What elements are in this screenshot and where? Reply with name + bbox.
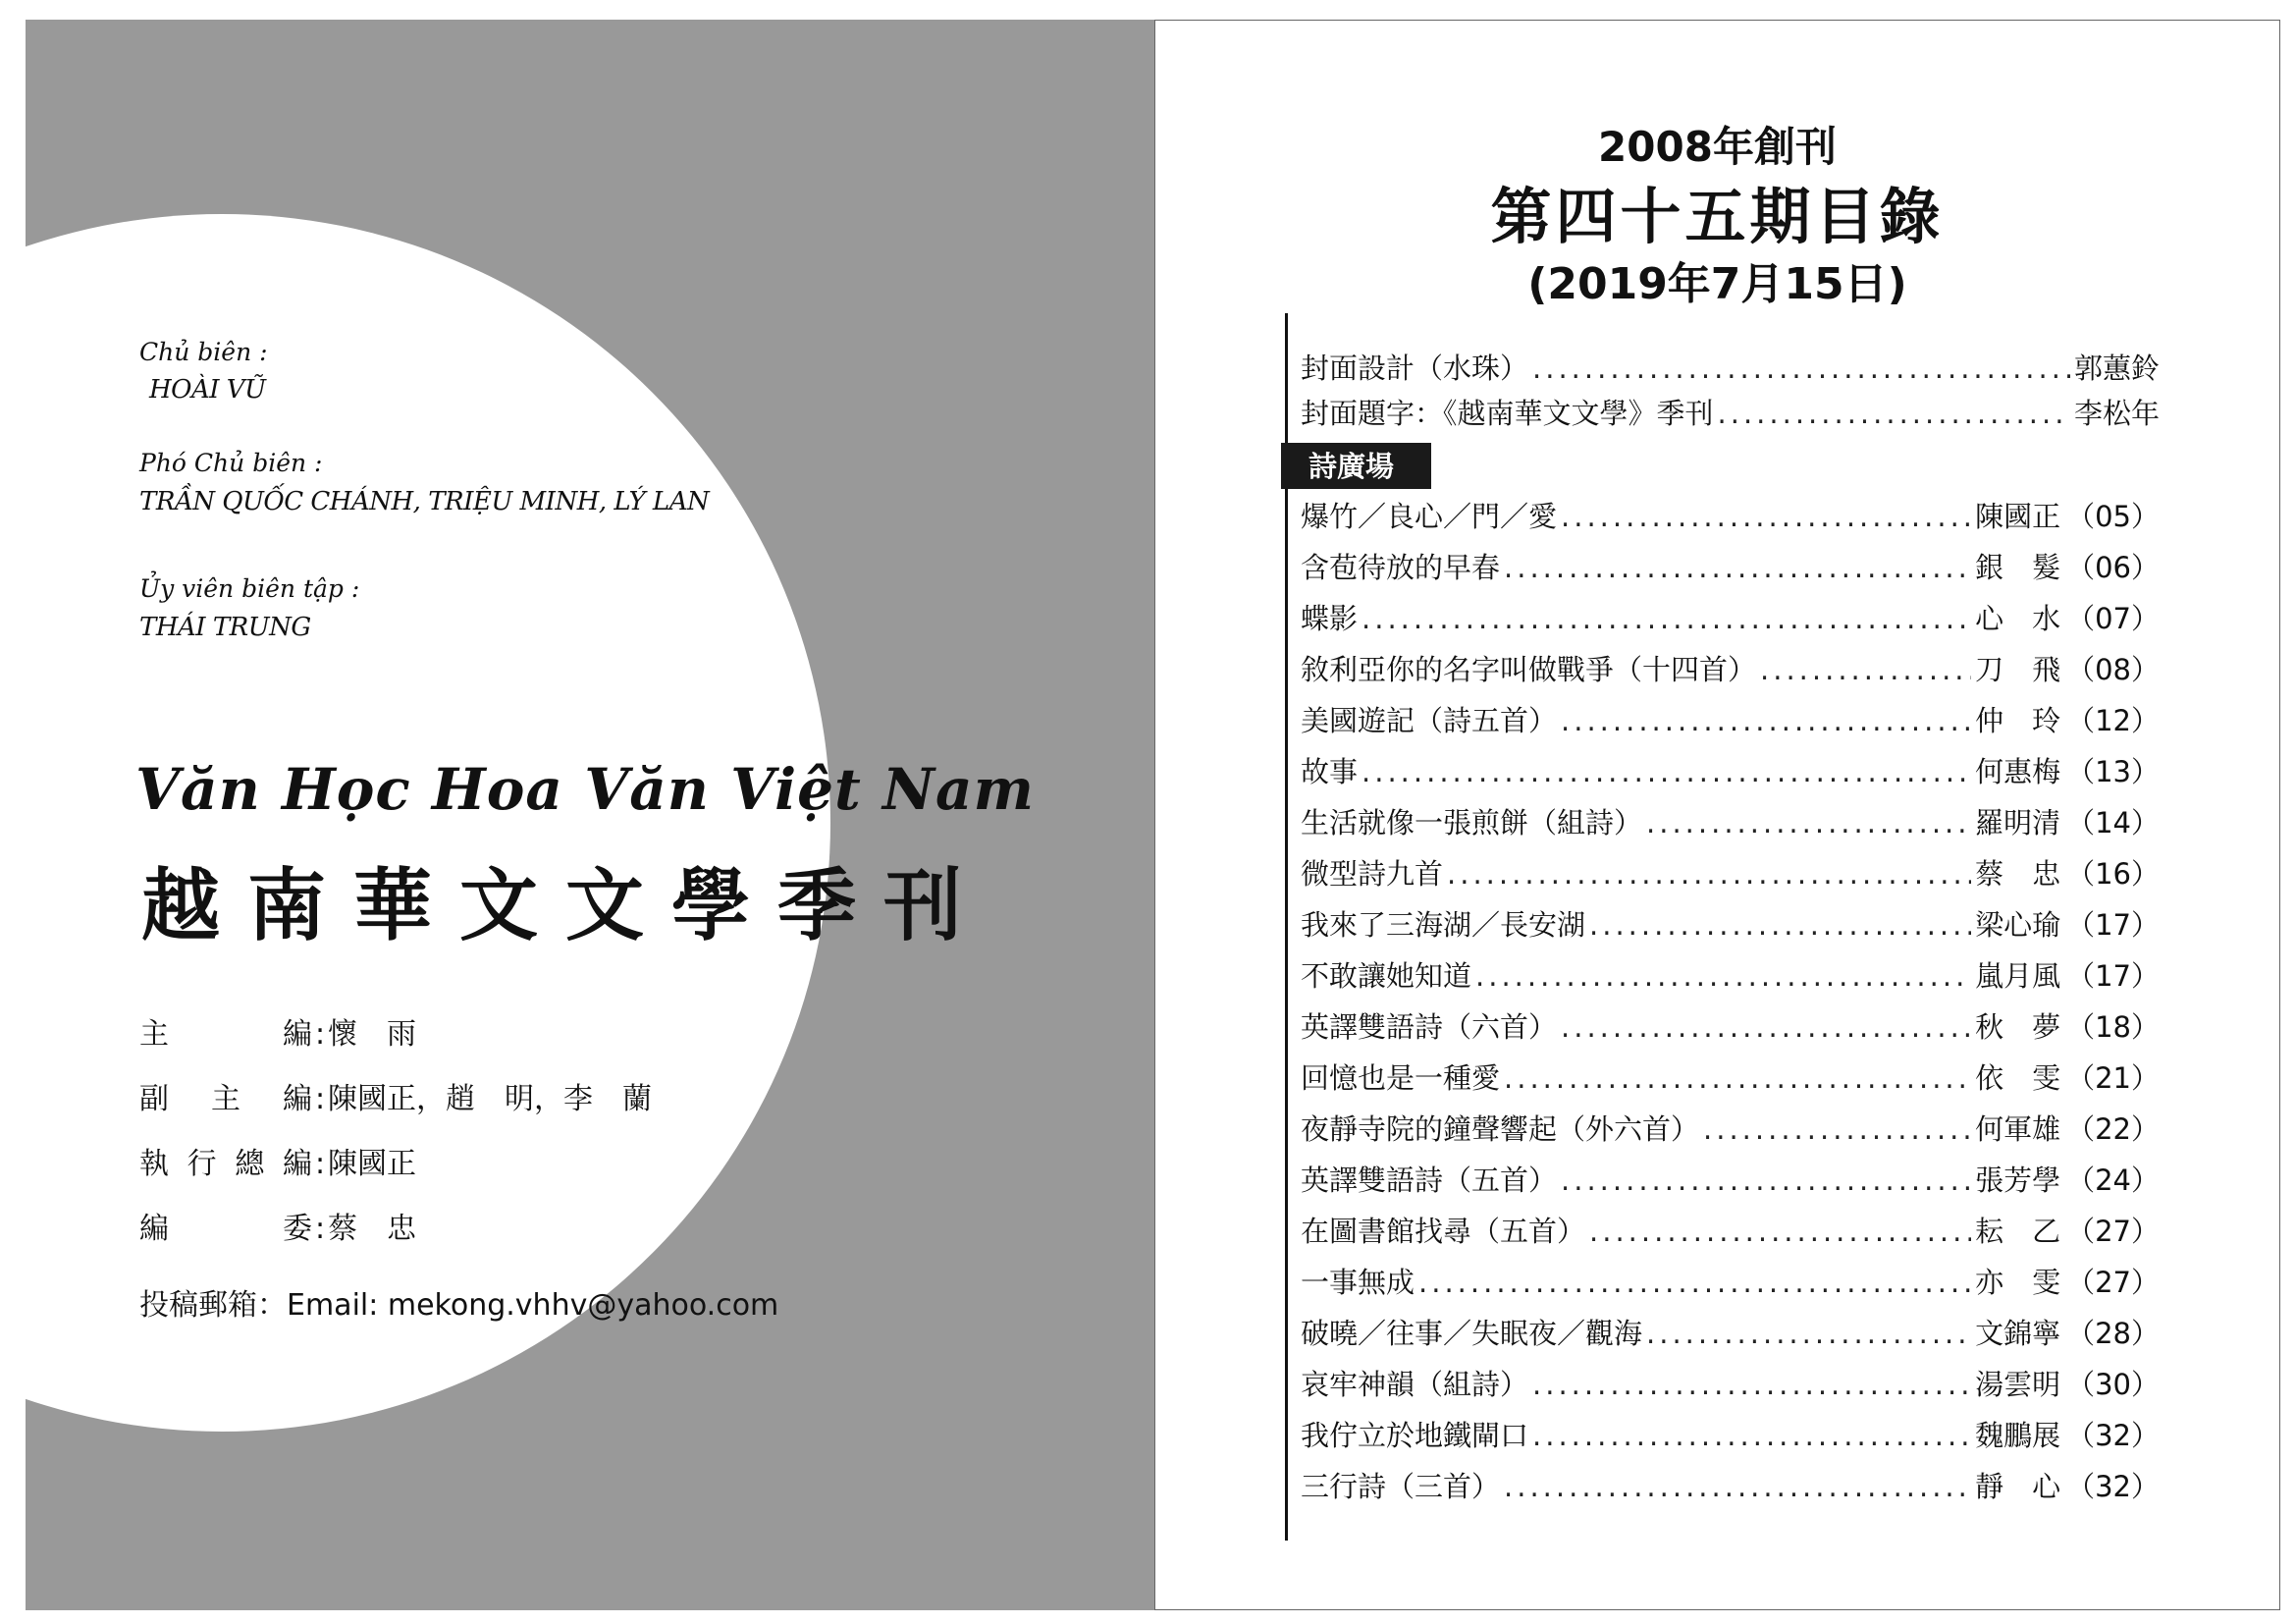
toc-title: 一事無成	[1301, 1266, 1415, 1299]
submission-email-row	[139, 1280, 778, 1324]
toc-entry	[1301, 1312, 2160, 1363]
toc-entries	[1301, 495, 2160, 1516]
staff-name: 陳國正	[328, 1147, 416, 1181]
toc-page-number: （08）	[2066, 653, 2160, 686]
toc-page-number: （28）	[2066, 1317, 2160, 1350]
toc-entry	[1301, 954, 2160, 1005]
toc-front-item-cover-design	[1301, 347, 2160, 392]
toc-entry	[1301, 1005, 2160, 1056]
toc-title: 蝶影	[1301, 602, 1359, 635]
toc-title: 破曉／往事／失眠夜／觀海	[1301, 1317, 1643, 1350]
toc-vertical-rule	[1285, 313, 1288, 1541]
founded-year: 2008年創刊	[1598, 123, 1837, 171]
toc-entry	[1301, 495, 2160, 546]
toc-page-number: （22）	[2066, 1112, 2160, 1146]
credit-label-editor: Chủ biên :	[139, 338, 268, 366]
white-circle-decoration	[26, 214, 830, 1432]
toc-entry	[1301, 597, 2160, 648]
toc-title: 三行詩（三首）	[1301, 1470, 1501, 1503]
toc-page-number: （32）	[2066, 1470, 2160, 1503]
toc-title: 英譯雙語詩（六首）	[1301, 1010, 1558, 1044]
toc-title: 故事	[1301, 755, 1359, 788]
toc-author: 銀 髮	[1975, 551, 2061, 584]
toc-page-number: （07）	[2066, 602, 2160, 635]
credit-label-editorial-member: Ủy viên biên tập :	[139, 574, 360, 603]
toc-page-number: （21）	[2066, 1061, 2160, 1095]
toc-author: 刀 飛	[1975, 653, 2061, 686]
issue-title: 第四十五期目錄	[1490, 181, 1945, 252]
toc-author: 耘 乙	[1975, 1215, 2061, 1248]
toc-entry	[1301, 648, 2160, 699]
toc-entry	[1301, 903, 2160, 954]
toc-entry	[1301, 1210, 2160, 1261]
toc-title: 我佇立於地鐵閘口	[1301, 1419, 1529, 1452]
toc-page-number: （14）	[2066, 806, 2160, 839]
toc-page-number: （32）	[2066, 1419, 2160, 1452]
toc-page-number: （13）	[2066, 755, 2160, 788]
toc-title: 哀牢神韻（組詩）	[1301, 1368, 1529, 1401]
credit-value-editorial-member: THÁI TRUNG	[139, 613, 311, 642]
section-badge-poetry-square: 詩廣場	[1281, 443, 1431, 489]
submission-label: 投稿郵箱：	[139, 1288, 287, 1323]
toc-entry	[1301, 699, 2160, 750]
toc-author: 李松年	[2073, 397, 2160, 430]
toc-title: 生活就像一張煎餅（組詩）	[1301, 806, 1643, 839]
toc-author: 湯雲明	[1975, 1368, 2061, 1401]
toc-page-number: （24）	[2066, 1164, 2160, 1197]
toc-author: 張芳學	[1975, 1164, 2061, 1197]
toc-title: 美國遊記（詩五首）	[1301, 704, 1558, 737]
toc-page-number: （27）	[2066, 1266, 2160, 1299]
staff-row-deputy-editor: 副主編:陳國正，趙 明，李 蘭	[139, 1074, 652, 1117]
toc-author: 何惠梅	[1975, 755, 2061, 788]
toc-entry	[1301, 1363, 2160, 1414]
toc-title: 在圖書館找尋（五首）	[1301, 1215, 1586, 1248]
table-of-contents	[1301, 347, 2160, 1516]
toc-title: 微型詩九首	[1301, 857, 1444, 891]
toc-title: 回憶也是一種愛	[1301, 1061, 1501, 1095]
toc-title: 不敢讓她知道	[1301, 959, 1472, 993]
toc-page-number: （06）	[2066, 551, 2160, 584]
toc-entry	[1301, 546, 2160, 597]
toc-page-number: （18）	[2066, 1010, 2160, 1044]
toc-entry	[1301, 1261, 2160, 1312]
toc-author: 心 水	[1975, 602, 2061, 635]
toc-title: 我來了三海湖／長安湖	[1301, 908, 1586, 942]
toc-title: 封面題字：《越南華文文學》季刊	[1301, 397, 1714, 430]
toc-author: 羅明清	[1975, 806, 2061, 839]
journal-name-chinese: 越南華文文學季刊	[141, 859, 989, 951]
toc-author: 依 雯	[1975, 1061, 2061, 1095]
toc-title: 封面設計（水珠）	[1301, 352, 1529, 385]
staff-row-chief-editor: 主 編:懷 雨	[139, 1009, 416, 1053]
credit-label-deputy-editor: Phó Chủ biên :	[139, 449, 323, 477]
staff-role: 執行總編	[139, 1147, 312, 1181]
toc-entry	[1301, 852, 2160, 903]
staff-role: 主 編	[139, 1017, 312, 1052]
toc-author: 文錦寧	[1975, 1317, 2061, 1350]
toc-front-item-cover-calligraphy	[1301, 392, 2160, 437]
toc-title: 敘利亞你的名字叫做戰爭（十四首）	[1301, 653, 1757, 686]
toc-author: 蔡 忠	[1975, 857, 2061, 891]
left-page	[26, 20, 1154, 1610]
staff-name: 陳國正，趙 明，李 蘭	[328, 1082, 652, 1116]
toc-entry	[1301, 1465, 2160, 1516]
toc-author: 仲 玲	[1975, 704, 2061, 737]
staff-row-editorial-board: 編 委:蔡 忠	[139, 1204, 416, 1247]
right-page	[1154, 20, 2280, 1610]
toc-page-number: （17）	[2066, 959, 2160, 993]
toc-title: 爆竹／良心／門／愛	[1301, 500, 1558, 533]
toc-page-number: （05）	[2066, 500, 2160, 533]
toc-entry	[1301, 1108, 2160, 1159]
staff-name: 懷 雨	[328, 1017, 416, 1052]
toc-entry	[1301, 801, 2160, 852]
toc-title: 英譯雙語詩（五首）	[1301, 1164, 1558, 1197]
staff-name: 蔡 忠	[328, 1212, 416, 1246]
toc-author: 梁心瑜	[1975, 908, 2061, 942]
toc-title: 夜靜寺院的鐘聲響起（外六首）	[1301, 1112, 1700, 1146]
credit-value-deputy-editor: TRẦN QUỐC CHÁNH, TRIỆU MINH, LÝ LAN	[139, 487, 710, 516]
toc-page-number: （16）	[2066, 857, 2160, 891]
toc-entry	[1301, 1056, 2160, 1108]
toc-page-number: （30）	[2066, 1368, 2160, 1401]
journal-name-vietnamese: Văn Học Hoa Văn Việt Nam	[135, 756, 1036, 823]
toc-author: 魏鵬展	[1975, 1419, 2061, 1452]
toc-author: 郭蕙鈴	[2073, 352, 2160, 385]
toc-title: 含苞待放的早春	[1301, 551, 1501, 584]
issue-date: (2019年7月15日)	[1527, 259, 1907, 309]
toc-page-number: （12）	[2066, 704, 2160, 737]
toc-author: 何軍雄	[1975, 1112, 2061, 1146]
toc-entry	[1301, 1159, 2160, 1210]
staff-row-executive-editor: 執行總編:陳國正	[139, 1139, 416, 1182]
submission-email: Email: mekong.vhhv@yahoo.com	[287, 1288, 779, 1323]
toc-author: 嵐月風	[1975, 959, 2061, 993]
toc-author: 秋 夢	[1975, 1010, 2061, 1044]
toc-page-number: （27）	[2066, 1215, 2160, 1248]
credit-value-editor: HOÀI VŨ	[149, 375, 266, 405]
toc-entry	[1301, 1414, 2160, 1465]
toc-page-number: （17）	[2066, 908, 2160, 942]
staff-role: 編 委	[139, 1212, 312, 1246]
toc-entry	[1301, 750, 2160, 801]
staff-role: 副主編	[139, 1082, 312, 1116]
toc-author: 靜 心	[1975, 1470, 2061, 1503]
toc-author: 亦 雯	[1975, 1266, 2061, 1299]
toc-author: 陳國正	[1975, 500, 2061, 533]
